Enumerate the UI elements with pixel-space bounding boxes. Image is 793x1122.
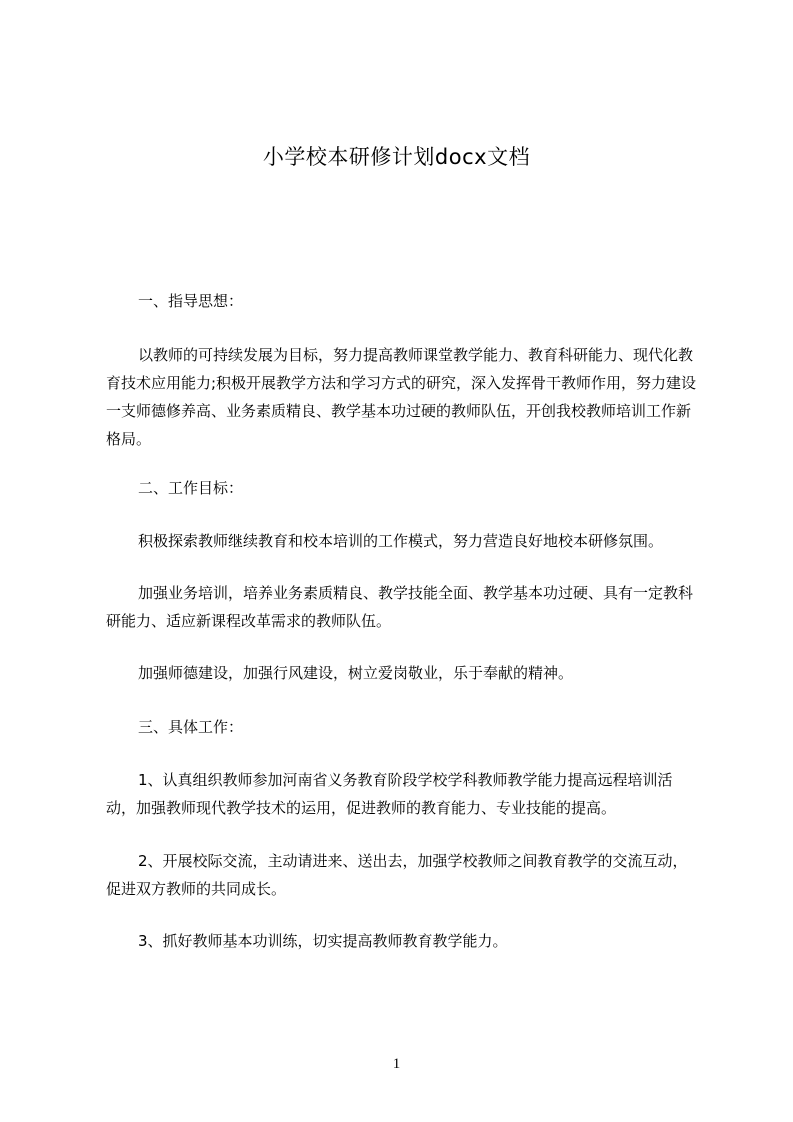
section-heading: 二、工作目标：: [138, 479, 244, 497]
paragraph: 2、开展校际交流，主动请进来、送出去，加强学校教师之间教育教学的交流互动，促进双方教师的共同成长。: [106, 852, 688, 898]
paragraph: 3、抓好教师基本功训练，切实提高教师教育教学能力。: [138, 932, 508, 950]
section-body-specific-work-3: [106, 927, 698, 955]
section-body-specific-work-2: [106, 847, 698, 903]
section-body-specific-work-1: [106, 766, 698, 822]
paragraph: 加强师德建设，加强行风建设，树立爱岗敬业，乐于奉献的精神。: [138, 664, 574, 682]
paragraph: 1、认真组织教师参加河南省义务教育阶段学校学科教师教学能力提高远程培训活动，加强教师现代教学技术的运用，促进教师的教育能力、专业技能的提高。: [106, 771, 673, 817]
paragraph: 加强业务培训，培养业务素质精良、教学技能全面、教学基本功过硬、具有一定教科研能力、适应新课程改革需求的教师队伍。: [106, 584, 694, 630]
section-body-work-goals-3: [106, 659, 698, 687]
section-body-work-goals-2: [106, 579, 698, 635]
document-title: 小学校本研修计划docx文档: [262, 145, 531, 169]
section-body-guiding-ideology: [106, 341, 698, 453]
section-heading-specific-work: [106, 713, 698, 741]
section-body-work-goals-1: [106, 527, 698, 555]
paragraph: 以教师的可持续发展为目标，努力提高教师课堂教学能力、教育科研能力、现代化教育技术应用能力;积极开展教学方法和学习方式的研究，深入发挥骨干教师作用，努力建设一支师德修养高、业务素质精良、教学基本功过硬的教师队伍，开创我校教师培训工作新格局。: [106, 346, 697, 448]
page-number: 1: [392, 1056, 401, 1072]
section-heading-guiding-ideology: [106, 287, 698, 315]
paragraph: 积极探索教师继续教育和校本培训的工作模式，努力营造良好地校本研修氛围。: [138, 532, 664, 550]
section-heading-work-goals: [106, 474, 698, 502]
section-heading: 三、具体工作：: [138, 718, 244, 736]
section-heading: 一、指导思想：: [138, 292, 244, 310]
